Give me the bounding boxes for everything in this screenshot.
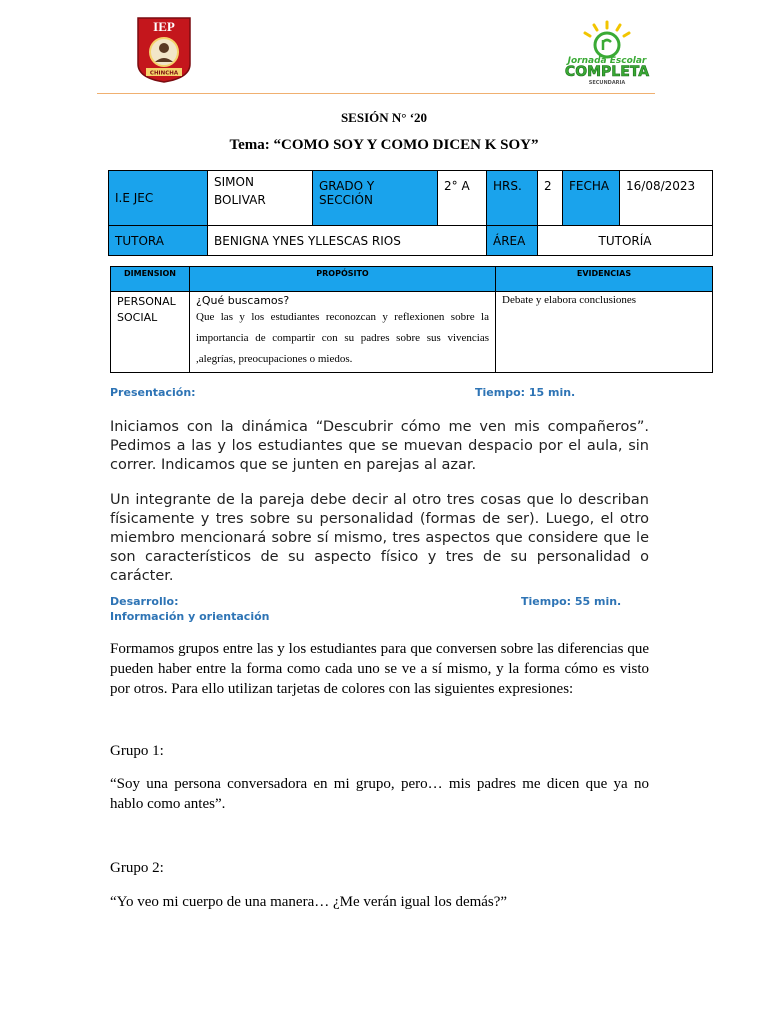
area-value: TUTORÍA xyxy=(538,226,713,256)
iep-logo xyxy=(136,16,192,84)
svg-text:SECUNDARIA: SECUNDARIA xyxy=(588,80,626,86)
dimension-header: DIMENSION xyxy=(111,267,190,292)
development-sublabel: Información y orientación xyxy=(110,610,270,623)
jornada-escolar-completa-logo xyxy=(558,20,656,86)
date-label: FECHA xyxy=(563,171,620,226)
session-title: SESIÓN N° ‘20 xyxy=(340,110,428,125)
date-value: 16/08/2023 xyxy=(620,171,713,226)
ie-value: SIMON BOLIVAR xyxy=(208,171,313,226)
purpose-header: PROPÓSITO xyxy=(190,267,496,292)
presentation-paragraph-1: Iniciamos con la dinámica “Descubrir cómo me ven mis compañeros”. Pedimos a las y los estudiantes que se muevan despacio por el aula, sin correr. Indicamos que se junten en parejas al azar. xyxy=(110,419,649,473)
theme-title: Tema: “COMO SOY Y COMO DICEN K SOY” xyxy=(229,137,539,153)
presentation-label: Presentación: xyxy=(110,386,196,399)
development-paragraph: Formamos grupos entre las y los estudiantes para que conversen sobre las diferencias que pueden haber entre la forma como cada uno se ve a sí mismo, y la forma cómo es visto por otros. Para ello utilizan tarjetas de colores con las siguientes expresiones: xyxy=(110,641,649,697)
purpose-question: ¿Qué buscamos? xyxy=(196,294,290,307)
group1-quote: “Soy una persona conversadora en mi grupo, pero… mis padres me dicen que ya no hablo como antes”. xyxy=(110,776,649,812)
hrs-value: 2 xyxy=(538,171,563,226)
group2-quote: “Yo veo mi cuerpo de una manera… ¿Me verán igual los demás?” xyxy=(110,894,508,910)
development-label: Desarrollo: xyxy=(110,595,179,608)
header-divider xyxy=(97,93,655,94)
purpose-text: Que las y los estudiantes reconozcan y reflexionen sobre la importancia de compartir con su padres sobre sus vivencias ,alegrías, preocupaciones o miedos. xyxy=(196,311,489,365)
hrs-label: HRS. xyxy=(487,171,538,226)
presentation-time: Tiempo: 15 min. xyxy=(475,386,576,399)
evidence-header: EVIDENCIAS xyxy=(496,267,713,292)
grade-value: 2° A xyxy=(438,171,487,226)
svg-text:Jornada Escolar: Jornada Escolar xyxy=(567,56,647,66)
purpose-cell xyxy=(190,292,496,373)
ie-label: I.E JEC xyxy=(109,171,208,226)
dimension-value: PERSONAL SOCIAL xyxy=(111,292,190,373)
purpose-table xyxy=(110,266,713,373)
svg-text:COMPLETA: COMPLETA xyxy=(564,64,650,80)
evidence-value: Debate y elabora conclusiones xyxy=(496,292,713,373)
tutor-label: TUTORA xyxy=(109,226,208,256)
group2-label: Grupo 2: xyxy=(110,860,164,876)
area-label: ÁREA xyxy=(487,226,538,256)
group1-label: Grupo 1: xyxy=(110,743,164,759)
svg-text:CHINCHA: CHINCHA xyxy=(149,70,179,77)
info-table xyxy=(108,170,713,256)
presentation-paragraph-2: Un integrante de la pareja debe decir al otro tres cosas que lo describan físicamente y tres sobre su personalidad (formas de ser). Luego, el otro miembro mencionará sobre sí mismo, tres aspectos que considere que le son característicos de su aspecto físico y tres de su personalidad o carácter. xyxy=(110,492,649,584)
grade-label: GRADO Y SECCIÓN xyxy=(313,171,438,226)
svg-text:IEP: IEP xyxy=(153,19,175,34)
development-time: Tiempo: 55 min. xyxy=(521,595,622,608)
tutor-value: BENIGNA YNES YLLESCAS RIOS xyxy=(208,226,487,256)
